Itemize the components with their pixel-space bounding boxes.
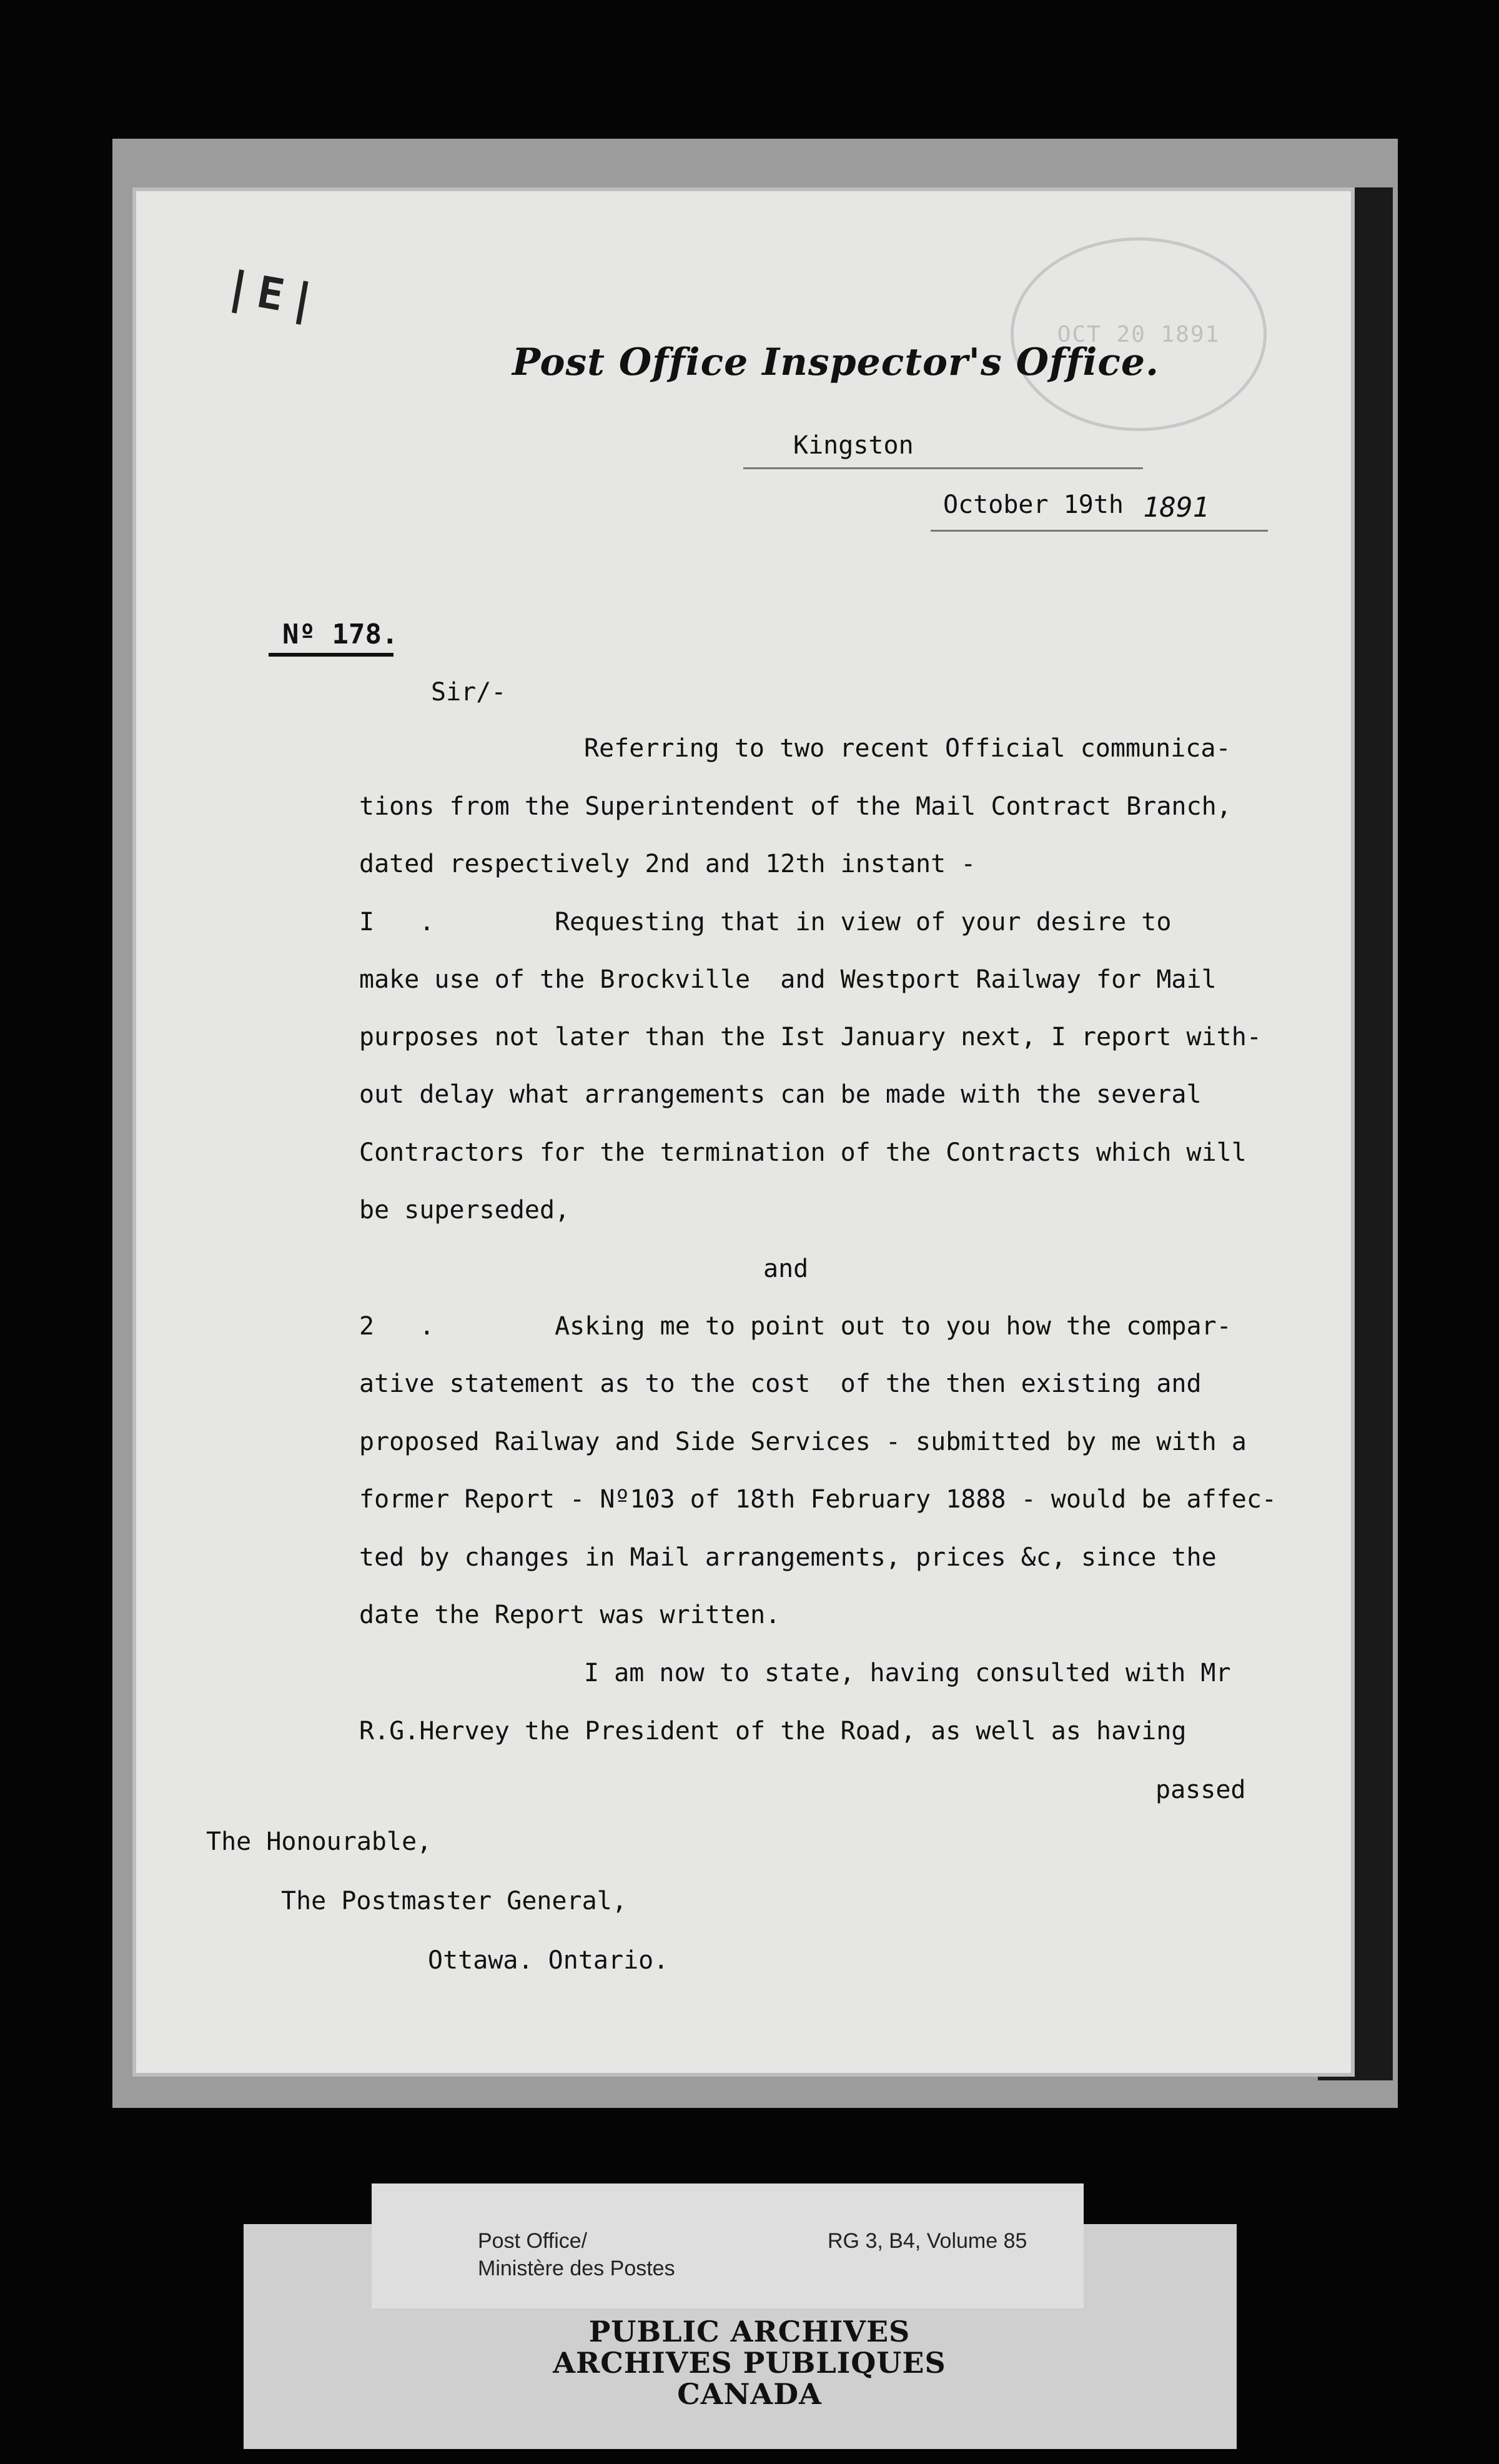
addressee-line: The Honourable,	[206, 1827, 432, 1856]
body-line: purposes not later than the Ist January next, I report with-	[359, 1023, 1262, 1051]
place-underline	[743, 467, 1143, 469]
body-line: R.G.Hervey the President of the Road, as well as having	[359, 1717, 1187, 1746]
archive-fonds-line1: Post Office/	[478, 2229, 588, 2253]
body-line: out delay what arrangements can be made with the several	[359, 1080, 1202, 1109]
body-line: former Report - Nº103 of 18th February 1888 - would be affec-	[359, 1485, 1277, 1514]
body-line: 2 . Asking me to point out to you how the compar-	[359, 1312, 1232, 1341]
archive-footer-line: PUBLIC ARCHIVES	[588, 2315, 911, 2348]
body-line: proposed Railway and Side Services - submitted by me with a	[359, 1428, 1247, 1456]
archive-footer-line: ARCHIVES PUBLIQUES	[553, 2346, 946, 2380]
received-stamp	[1011, 237, 1267, 431]
archive-footer-line: CANADA	[677, 2377, 822, 2411]
body-line: ative statement as to the cost of the then existing and	[359, 1369, 1202, 1398]
place: Kingston	[793, 431, 914, 460]
body-line: Contractors for the termination of the Contracts which will	[359, 1138, 1247, 1167]
body-line: make use of the Brockville and Westport Railway for Mail	[359, 965, 1217, 994]
salutation: Sir/-	[431, 678, 507, 707]
body-line: dated respectively 2nd and 12th instant -	[359, 850, 976, 878]
body-line: and	[763, 1254, 809, 1283]
letterhead: Post Office Inspector's Office.	[512, 340, 1159, 384]
body-line: ted by changes in Mail arrangements, prices &c, since the	[359, 1543, 1217, 1572]
date: October 19th	[943, 490, 1124, 519]
addressee-line: The Postmaster General,	[281, 1887, 627, 1915]
addressee-line: Ottawa. Ontario.	[428, 1946, 669, 1975]
stamp-text: OCT 20 1891	[1057, 321, 1220, 347]
corner-mark: |E|	[221, 261, 327, 328]
body-line: I . Requesting that in view of your desire to	[359, 908, 1172, 936]
body-line: passed	[1155, 1776, 1246, 1804]
body-line: tions from the Superintendent of the Mail Contract Branch,	[359, 792, 1232, 821]
archive-fonds-line2: Ministère des Postes	[478, 2257, 675, 2280]
body-line: be superseded,	[359, 1196, 570, 1225]
date-underline	[931, 530, 1268, 532]
reference-underline	[269, 653, 393, 657]
year: 1891	[1143, 492, 1209, 524]
reference-number: Nº 178.	[282, 618, 398, 650]
archive-reference: RG 3, B4, Volume 85	[828, 2229, 1027, 2253]
body-line: date the Report was written.	[359, 1601, 781, 1629]
body-line: I am now to state, having consulted with Mr	[584, 1659, 1231, 1687]
body-line: Referring to two recent Official communica-	[584, 734, 1231, 763]
